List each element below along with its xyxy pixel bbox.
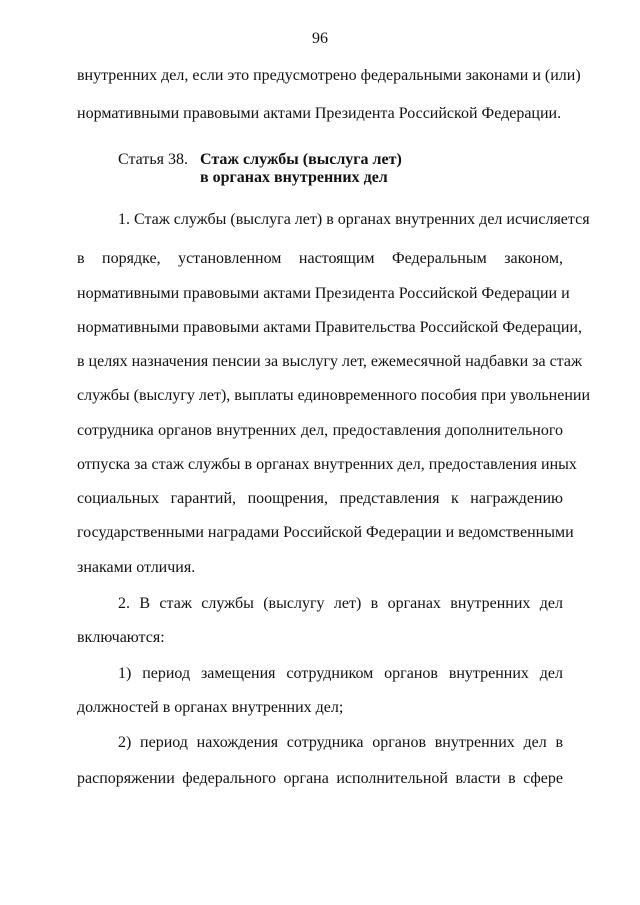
text-line: нормативными правовыми актами Правительства Российской Федерации,: [77, 319, 582, 336]
text-line: нормативными правовыми актами Президента Российской Федерации.: [77, 105, 562, 122]
text-line: включаются:: [77, 629, 165, 646]
text-line: отпуска за стаж службы в органах внутренних дел, предоставления иных: [77, 456, 577, 473]
text-line: службы (выслугу лет), выплаты единовременного пособия при увольнении: [77, 387, 591, 404]
text-line: государственными наградами Российской Федерации и ведомственными: [77, 524, 574, 541]
text-line: распоряжении федерального органа исполнительной власти в сфере: [77, 770, 563, 787]
text-line: 2. В стаж службы (выслугу лет) в органах внутренних дел: [118, 595, 563, 612]
text-line: внутренних дел, если это предусмотрено федеральными законами и (или): [77, 67, 581, 84]
text-line: 1. Стаж службы (выслуга лет) в органах внутренних дел исчисляется: [118, 211, 590, 228]
text-line: 1) период замещения сотрудником органов внутренних дел: [118, 665, 563, 682]
page-number: 96: [312, 30, 328, 47]
text-line: социальных гарантий, поощрения, представления к награждению: [77, 490, 563, 507]
text-line: в целях назначения пенсии за выслугу лет, ежемесячной надбавки за стаж: [77, 353, 583, 370]
article-title-line: в органах внутренних дел: [200, 169, 388, 186]
text-line: нормативными правовыми актами Президента Российской Федерации и: [77, 285, 570, 302]
text-line: в порядке, установленном настоящим Федеральным законом,: [77, 250, 563, 267]
article-label: Статья 38.: [118, 151, 188, 168]
article-title-line: Стаж службы (выслуга лет): [200, 151, 402, 168]
text-line: должностей в органах внутренних дел;: [77, 699, 344, 716]
text-line: сотрудника органов внутренних дел, предоставления дополнительного: [77, 422, 563, 439]
text-line: 2) период нахождения сотрудника органов внутренних дел в: [118, 734, 563, 751]
text-line: знаками отличия.: [77, 559, 196, 576]
